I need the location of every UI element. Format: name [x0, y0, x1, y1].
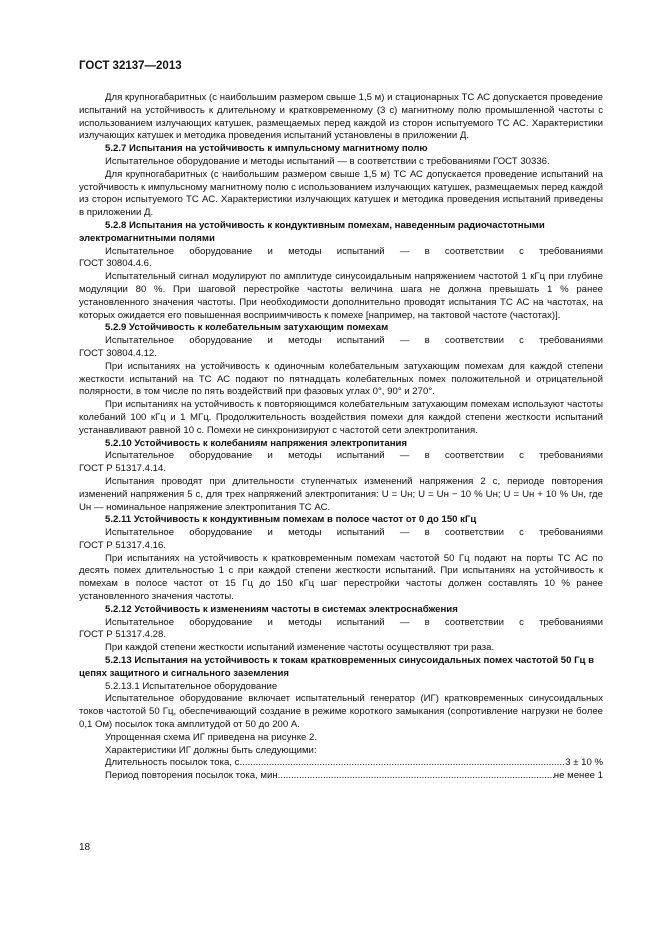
section-heading: 5.2.13 Испытания на устойчивость к токам кратковременных синусоидальных помех частотой 50 Гц в цепях защитного и сигнального заземления	[79, 655, 595, 679]
characteristic-label: Период повторения посылок тока, мин	[105, 770, 278, 782]
paragraph-continuation: ГОСТ Р 51317.4.16.	[79, 539, 166, 551]
characteristic-value: 3 ± 10 %	[565, 757, 603, 769]
justified-line: Испытательное оборудование и методы испытаний — в соответствии с требованиями	[105, 245, 603, 257]
page-number: 18	[79, 842, 91, 853]
paragraph: При испытаниях на устойчивость к одиночным колебательным затухающим помехам для каждой степени жесткости испытаний на ТС АС подают по пятнадцать колебательных помех положительной и отрицательной полярности, в том числе по пять воздействий при фазовых углах 0°, 90° и 270°.	[79, 360, 603, 398]
paragraph: Для крупногабаритных (с наибольшим размером свыше 1,5 м) ТС АС допускается проведение испытаний на устойчивость к импульсному магнитному полю с использованием излучающих катушек, размещаемых перед каждой из сторон испытуемого ТС АС. Характеристики излучающих катушек и методика проведения испытаний приведены в приложении Д.	[79, 168, 603, 219]
paragraph: Испытательное оборудование включает испытательный генератор (ИГ) кратковременных синусоидальных токов частотой 50 Гц, обеспечивающий создание в режиме короткого замыкания (сопротивление нагрузки не более 0,1 Ом) посылок тока амплитудой от 50 до 200 А.	[79, 693, 603, 731]
dot-leader	[278, 770, 554, 783]
paragraph: При испытаниях на устойчивость к кратковременным помехам частотой 50 Гц подают на порты ТС АС по десять помех длительностью 1 с при каждой степени жесткости испытаний. При испытаниях на устойчивость к помехам в полосе частот от 15 Гц до 150 кГц шаг перестройки частоты должен составлять 10 % ранее установленного значения частоты.	[79, 552, 603, 603]
characteristic-row	[79, 770, 603, 783]
page-body	[79, 92, 603, 783]
subsection-heading: 5.2.13.1 Испытательное оборудование	[105, 680, 278, 692]
paragraph-continuation: ГОСТ 30804.4.12.	[79, 347, 157, 359]
justified-line: Испытательное оборудование и методы испытаний — в соответствии с требованиями	[105, 527, 603, 539]
paragraph: Упрощенная схема ИГ приведена на рисунке 2.	[105, 731, 318, 743]
section-heading: 5.2.12 Устойчивость к изменениям частоты в системах электроснабжения	[105, 603, 458, 615]
justified-line: Испытательное оборудование и методы испытаний — в соответствии с требованиями	[105, 616, 603, 628]
paragraph: Характеристики ИГ должны быть следующими:	[105, 744, 317, 756]
paragraph-continuation: ГОСТ Р 51317.4.14.	[79, 463, 166, 475]
characteristic-label: Длительность посылок тока, с	[105, 757, 240, 769]
characteristic-row	[79, 757, 603, 770]
paragraph: Для крупногабаритных (с наибольшим размером свыше 1,5 м) и стационарных ТС АС допускается проведение испытаний на устойчивость к длительному и кратковременному (3 с) магнитному полю промышленной частоты с использованием излучающих катушек, размещаемых перед каждой из сторон испытуемого ТС АС. Характеристики излучающих катушек и методика проведения испытаний установлены в приложении Д.	[79, 92, 603, 142]
paragraph: При испытаниях на устойчивость к повторяющимся колебательным затухающим помехам используют частоты колебаний 100 кГц и 1 МГц. Продолжительность воздействия помехи для каждой степени жесткости испытаний устанавливают равной 10 с. Помехи не синхронизируют с частотой сети электропитания.	[79, 399, 603, 436]
section-heading: 5.2.11 Устойчивость к кондуктивным помехам в полосе частот от 0 до 150 кГц	[105, 514, 477, 526]
section-heading: 5.2.10 Устойчивость к колебаниям напряжения электропитания	[105, 437, 408, 449]
justified-line: Испытательное оборудование и методы испытаний — в соответствии с требованиями	[105, 335, 603, 347]
section-heading: 5.2.9 Устойчивость к колебательным затухающим помехам	[105, 322, 389, 334]
characteristic-value: не менее 1	[553, 770, 603, 782]
justified-line: Испытательное оборудование и методы испытаний — в соответствии с требованиями	[105, 450, 603, 462]
dot-leader	[239, 757, 565, 770]
section-heading: 5.2.7 Испытания на устойчивость к импульсному магнитному полю	[105, 143, 428, 155]
paragraph: Испытательный сигнал модулируют по амплитуде синусоидальным напряжением частотой 1 кГц при глубине модуляции 80 %. При шаговой перестройке частоты величина шага не должна превышать 1 % ранее установленного значения частоты. При необходимости дополнительно проводят испытания ТС АС на частотах, на которых ожидается его повышенная восприимчивость к помехе [например, на тактовой частоте (частотах)].	[79, 271, 603, 321]
section-heading: 5.2.8 Испытания на устойчивость к кондуктивным помехам, наведенным радиочастотными электромагнитными полями	[79, 219, 545, 244]
paragraph: Испытания проводят при длительности ступенчатых изменений напряжения 2 с, периоде повторения изменений напряжения 5 с, для трех напряжений электропитания: U = Uн; U = Uн − 10 % Uн; U = Uн + 10 % Uн, где Uн — номинальное напряжение электропитания ТС АС.	[79, 475, 603, 513]
document-header: ГОСТ 32137—2013	[79, 60, 182, 72]
paragraph: При каждой степени жесткости испытаний изменение частоты осуществляют три раза.	[105, 642, 495, 654]
paragraph-continuation: ГОСТ 30804.4.6.	[79, 258, 152, 270]
paragraph: Испытательное оборудование и методы испытаний — в соответствии с требованиями ГОСТ 30336.	[105, 155, 550, 167]
paragraph-continuation: ГОСТ Р 51317.4.28.	[79, 629, 166, 641]
